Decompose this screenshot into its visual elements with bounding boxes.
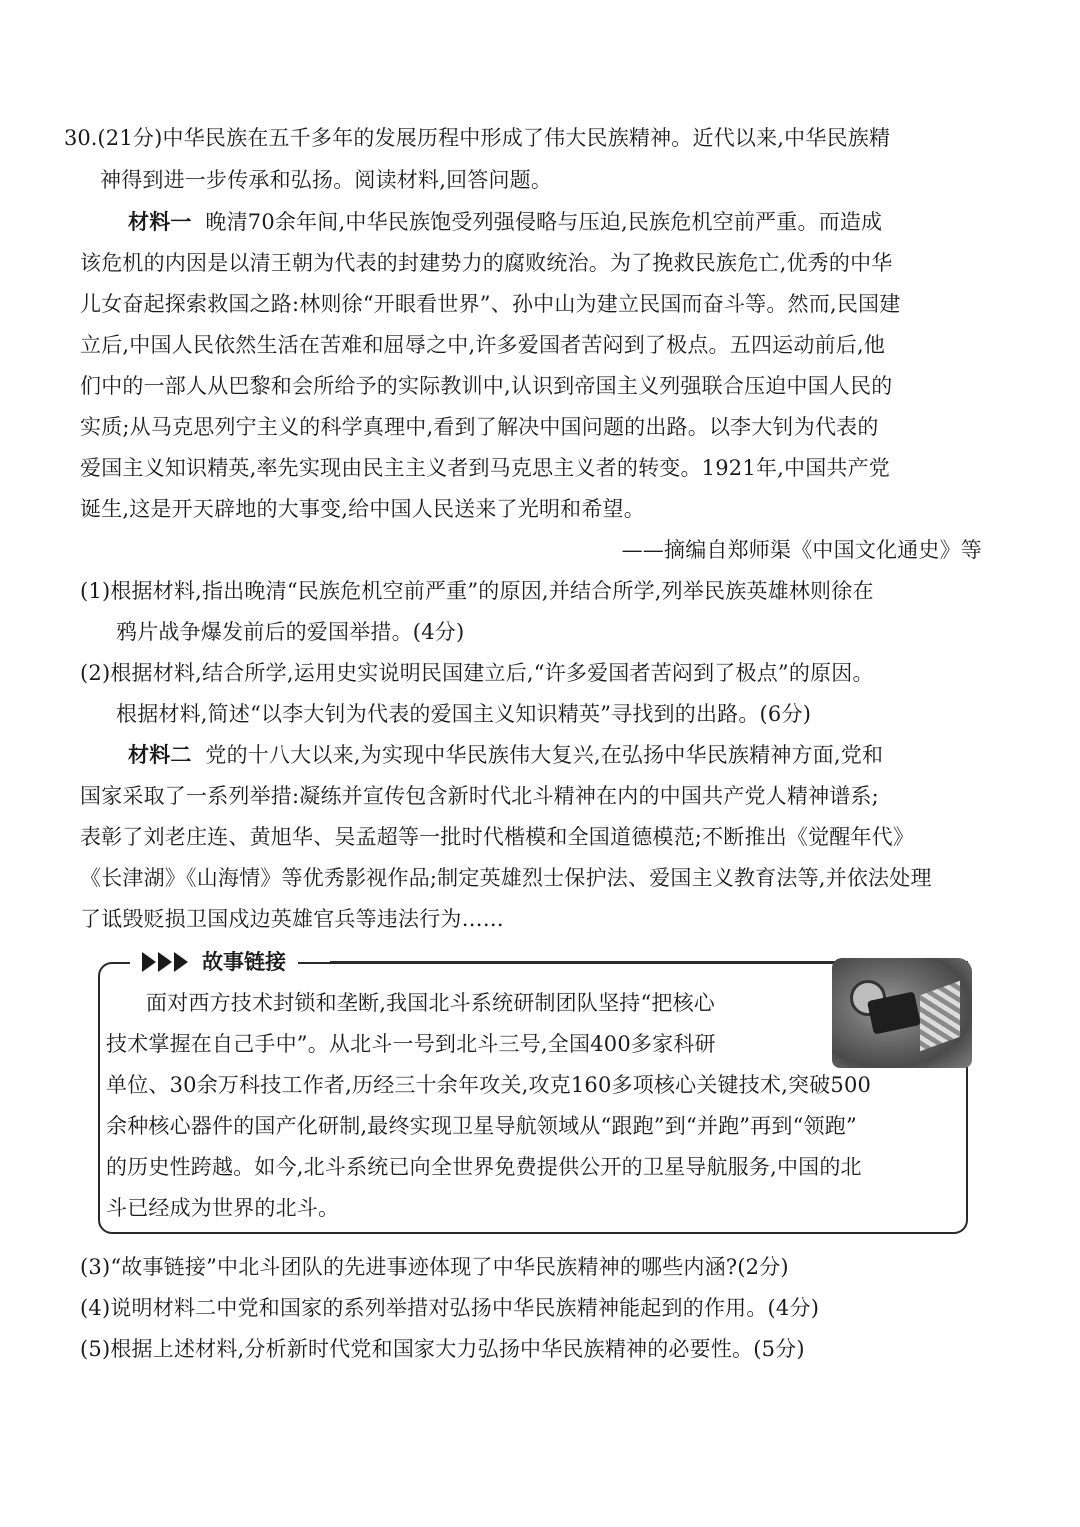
material1-line-4: 立后,中国人民依然生活在苦难和屈辱之中,许多爱国者苦闷到了极点。五四运动前后,他 xyxy=(80,333,886,357)
material2-label: 材料二 xyxy=(128,742,192,767)
q5: (5)根据上述材料,分析新时代党和国家大力弘扬中华民族精神的必要性。(5分) xyxy=(80,1337,805,1361)
q2-line-1: (2)根据材料,结合所学,运用史实说明民国建立后,“许多爱国者苦闷到了极点”的原因。 xyxy=(80,661,874,685)
q3: (3)“故事链接”中北斗团队的先进事迹体现了中华民族精神的哪些内涵?(2分) xyxy=(80,1255,789,1279)
story-line-1: 面对西方技术封锁和垄断,我国北斗系统研制团队坚持“把核心 xyxy=(146,991,716,1015)
material1-line-7: 爱国主义知识精英,率先实现由民主主义者到马克思主义者的转变。1921年,中国共产党 xyxy=(80,456,890,480)
question-stem-line-2: 神得到进一步传承和弘扬。阅读材料,回答问题。 xyxy=(100,168,553,192)
story-line-3: 单位、30余万科技工作者,历经三十余年攻关,攻克160多项核心关键技术,突破500 xyxy=(106,1073,872,1097)
story-line-6: 斗已经成为世界的北斗。 xyxy=(106,1196,340,1220)
material1-line-5: 们中的一部人从巴黎和会所给予的实际教训中,认识到帝国主义列强联合压迫中国人民的 xyxy=(80,374,893,398)
material2-line-2: 国家采取了一系列举措:凝练并宣传包含新时代北斗精神在内的中国共产党人精神谱系; xyxy=(80,784,879,808)
q1-line-1: (1)根据材料,指出晚清“民族危机空前严重”的原因,并结合所学,列举民族英雄林则徐在 xyxy=(80,579,874,603)
q1-line-2: 鸦片战争爆发前后的爱国举措。(4分) xyxy=(116,620,465,644)
material1-line-3: 儿女奋起探索救国之路:林则徐“开眼看世界”、孙中山为建立民国而奋斗等。然而,民国建 xyxy=(80,292,901,316)
material1-line-2: 该危机的内因是以清王朝为代表的封建势力的腐败统治。为了挽救民族危亡,优秀的中华 xyxy=(80,251,893,275)
story-line-2: 技术掌握在自己手中”。从北斗一号到北斗三号,全国400多家科研 xyxy=(106,1032,716,1056)
material1-line-6: 实质;从马克思列宁主义的科学真理中,看到了解决中国问题的出路。以李大钊为代表的 xyxy=(80,415,879,439)
chevron-right-icon xyxy=(142,952,190,972)
story-line-4: 余种核心器件的国产化研制,最终实现卫星导航领域从“跟跑”到“并跑”再到“领跑” xyxy=(106,1114,857,1138)
question-number: 30. xyxy=(64,126,98,150)
material2-line-5: 了诋毁贬损卫国戍边英雄官兵等违法行为…… xyxy=(80,907,504,931)
story-box-title: 故事链接 xyxy=(202,950,286,974)
q4: (4)说明材料二中党和国家的系列举措对弘扬中华民族精神能起到的作用。(4分) xyxy=(80,1296,820,1320)
material2-line-4: 《长津湖》《山海情》等优秀影视作品;制定英雄烈士保护法、爱国主义教育法等,并依法处理 xyxy=(80,866,932,890)
question-stem-line-1: 30.(21分)中华民族在五千多年的发展历程中形成了伟大民族精神。近代以来,中华民族精 xyxy=(64,126,891,150)
material1-label: 材料一 xyxy=(128,209,192,234)
material2-line-3: 表彰了刘老庄连、黄旭华、吴孟超等一批时代楷模和全国道德模范;不断推出《觉醒年代》 xyxy=(80,825,915,849)
material2-line-1: 材料二 党的十八大以来,为实现中华民族伟大复兴,在弘扬中华民族精神方面,党和 xyxy=(128,742,884,767)
material1-line-1: 材料一 晚清70余年间,中华民族饱受列强侵略与压迫,民族危机空前严重。而造成 xyxy=(128,209,883,234)
satellite-image xyxy=(832,958,972,1068)
story-box-header xyxy=(130,945,298,979)
story-line-5: 的历史性跨越。如今,北斗系统已向全世界免费提供公开的卫星导航服务,中国的北 xyxy=(106,1155,862,1179)
material1-source: ——摘编自郑师渠《中国文化通史》等 xyxy=(621,538,982,562)
q2-line-2: 根据材料,简述“以李大钊为代表的爱国主义知识精英”寻找到的出路。(6分) xyxy=(116,702,812,726)
material1-line-8: 诞生,这是开天辟地的大事变,给中国人民送来了光明和希望。 xyxy=(80,497,645,521)
